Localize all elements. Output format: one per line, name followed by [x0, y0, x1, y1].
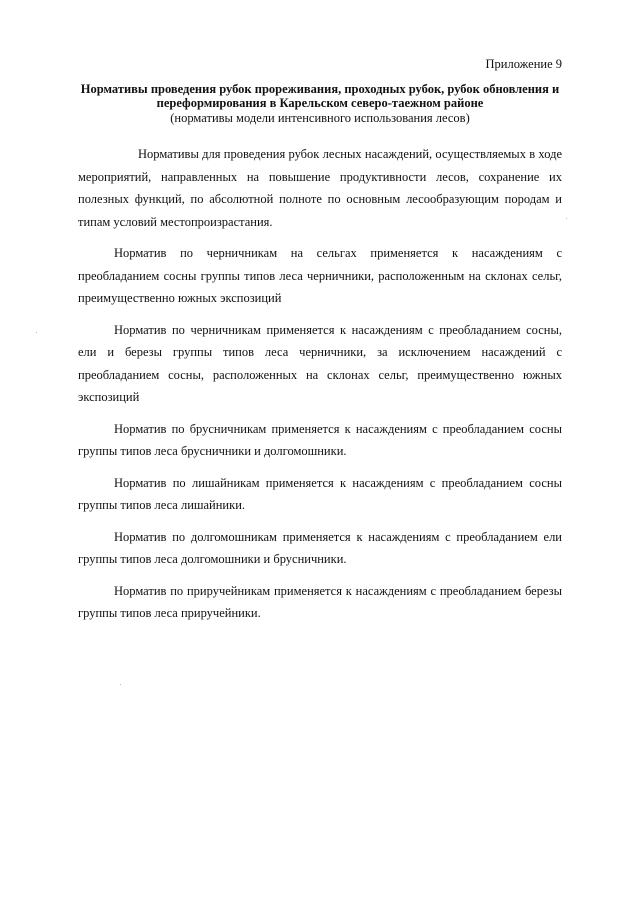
paragraph-intro: Нормативы для проведения рубок лесных насаждений, осуществляемых в ходе мероприятий, направленных на повышение продуктивности лесов, сохранение их полезных функций, по абсолютной полноте по основным лесообразующим породам и типам условий местопроизрастания.: [78, 147, 562, 229]
paragraph-norm-dolgomoshniki: Норматив по долгомошникам применяется к насаждениям с преобладанием ели группы типов леса долгомошники и брусничники.: [78, 529, 562, 566]
document-title: Нормативы проведения рубок прореживания, проходных рубок, рубок обновления и переформирования в Карельском северо-таежном районе: [80, 82, 560, 110]
appendix-label: Приложение 9: [485, 57, 562, 71]
paragraph-norm-selgi: Норматив по черничникам на сельгах применяется к насаждениям с преобладанием сосны группы типов леса черничники, расположенным на склонах сельг, преимущественно южных экспозиций: [78, 246, 562, 305]
document-subtitle: (нормативы модели интенсивного использования лесов): [170, 111, 470, 125]
scan-speck: [120, 684, 121, 685]
document-body: [78, 143, 562, 634]
paragraph-norm-chernichniki: Норматив по черничникам применяется к насаждениям с преобладанием сосны, ели и березы группы типов леса черничники, за исключением насаждений с преобладанием сосны, расположенных на склонах сельг, преимущественно южных экспозиций: [78, 322, 562, 404]
scan-speck: [36, 332, 37, 333]
paragraph-norm-prirucheiniki: Норматив по приручейникам применяется к насаждениям с преобладанием березы группы типов леса приручейники.: [78, 583, 562, 620]
paragraph-norm-lishainiki: Норматив по лишайникам применяется к насаждениям с преобладанием сосны группы типов леса лишайники.: [78, 475, 562, 512]
paragraph-norm-brusnichniki: Норматив по брусничникам применяется к насаждениям с преобладанием сосны группы типов леса брусничники и долгомошники.: [78, 421, 562, 458]
scan-speck: [566, 218, 567, 219]
